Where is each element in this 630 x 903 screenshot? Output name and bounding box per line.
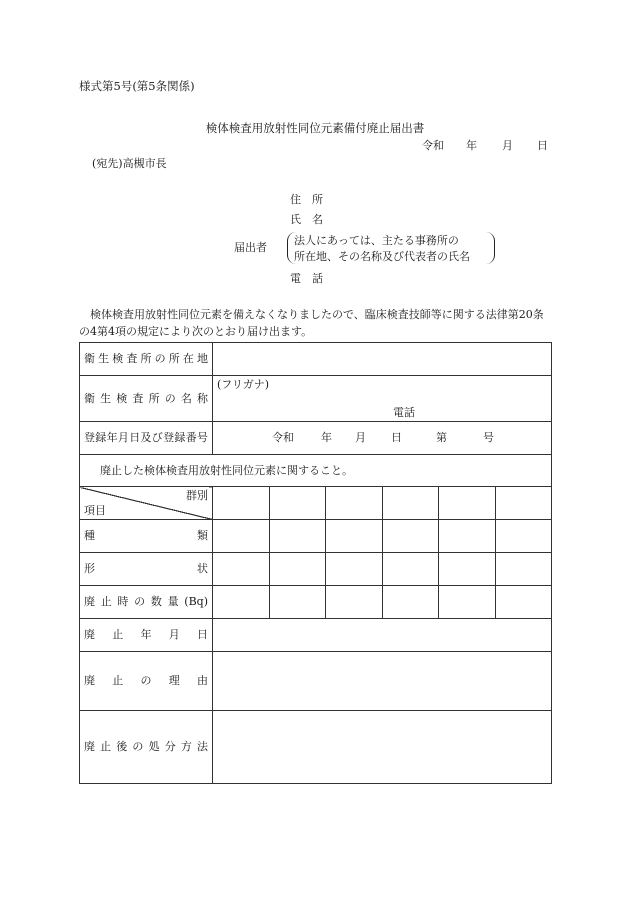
- form-cell[interactable]: [383, 553, 439, 586]
- form-cell[interactable]: [326, 553, 383, 586]
- row-registration: [80, 422, 552, 455]
- row-group-header: [80, 487, 552, 520]
- reason-label: 廃止の理由: [80, 652, 213, 711]
- registration-field[interactable]: [213, 422, 552, 455]
- group-cell[interactable]: [439, 487, 496, 520]
- form-cell[interactable]: [213, 553, 270, 586]
- date-era: 令和: [422, 139, 444, 152]
- disposal-field[interactable]: [213, 711, 552, 784]
- form-number: 様式第5号(第5条関係): [79, 79, 195, 93]
- group-cell[interactable]: [213, 487, 270, 520]
- abolition-date-label: 廃止年月日: [80, 619, 213, 652]
- corporate-note-line2: 所在地、その名称及び代表者の氏名: [294, 250, 470, 263]
- document-title: 検体検査用放射性同位元素備付廃止届出書: [205, 121, 425, 135]
- group-cell[interactable]: [383, 487, 439, 520]
- reason-field[interactable]: [213, 652, 552, 711]
- type-cell[interactable]: [383, 520, 439, 553]
- row-section-header: [80, 455, 552, 487]
- furigana-label: (フリガナ): [217, 378, 270, 391]
- lab-location-field[interactable]: [213, 343, 552, 376]
- group-cell[interactable]: [326, 487, 383, 520]
- diag-item-label: 項目: [84, 503, 106, 517]
- quantity-cell[interactable]: [326, 586, 383, 619]
- type-cell[interactable]: [496, 520, 552, 553]
- row-disposal: [80, 711, 552, 784]
- intro-paragraph: 検体検査用放射性同位元素を備えなくなりましたので、臨床検査技師等に関する法律第20条の4第4項の規定により次のとおり届け出ます。: [79, 308, 544, 339]
- lab-name-label: 衛生検査所の名称: [80, 376, 213, 422]
- form-cell[interactable]: [496, 553, 552, 586]
- type-cell[interactable]: [326, 520, 383, 553]
- date-year: 年: [466, 139, 477, 152]
- row-quantity: [80, 586, 552, 619]
- date-day: 日: [537, 139, 548, 152]
- lab-location-label: 衛生検査所の所在地: [80, 343, 213, 376]
- quantity-cell[interactable]: [383, 586, 439, 619]
- form-cell[interactable]: [439, 553, 496, 586]
- type-cell[interactable]: [213, 520, 270, 553]
- quantity-cell[interactable]: [213, 586, 270, 619]
- type-cell[interactable]: [439, 520, 496, 553]
- notifier-label: 届出者: [234, 241, 267, 254]
- registration-label: 登録年月日及び登録番号: [80, 422, 213, 455]
- type-label: 種類: [80, 520, 213, 553]
- reg-month: 月: [355, 431, 366, 444]
- reg-day: 日: [391, 431, 402, 444]
- quantity-cell[interactable]: [439, 586, 496, 619]
- section-header: 廃止した検体検査用放射性同位元素に関すること。: [80, 455, 552, 487]
- row-lab-location: [80, 343, 552, 376]
- row-abolition-date: [80, 619, 552, 652]
- reg-number-suffix: 号: [483, 431, 494, 444]
- form-label: 形状: [80, 553, 213, 586]
- address-label: 住 所: [290, 193, 323, 206]
- row-form: [80, 553, 552, 586]
- row-lab-name: [80, 376, 552, 422]
- disposal-label: 廃止後の処分方法: [80, 711, 213, 784]
- group-cell[interactable]: [270, 487, 326, 520]
- addressee: (宛先)高槻市長: [92, 157, 167, 170]
- name-label: 氏 名: [290, 213, 323, 226]
- quantity-label: 廃止時の数量(Bq): [80, 586, 213, 619]
- reg-era: 令和: [272, 431, 294, 444]
- phone-label: 電 話: [290, 272, 323, 285]
- form-cell[interactable]: [270, 553, 326, 586]
- abolition-date-field[interactable]: [213, 619, 552, 652]
- reg-number-prefix: 第: [436, 431, 447, 444]
- reg-year: 年: [321, 431, 332, 444]
- notification-table: [79, 342, 552, 784]
- diagonal-header-cell: [80, 487, 213, 520]
- date-month: 月: [502, 139, 513, 152]
- corporate-note-line1: 法人にあっては、主たる事務所の: [294, 234, 459, 247]
- quantity-cell[interactable]: [496, 586, 552, 619]
- row-type: [80, 520, 552, 553]
- group-cell[interactable]: [496, 487, 552, 520]
- diag-group-label: 群別: [186, 489, 208, 502]
- row-reason: [80, 652, 552, 711]
- quantity-cell[interactable]: [270, 586, 326, 619]
- type-cell[interactable]: [270, 520, 326, 553]
- lab-phone-label: 電話: [393, 405, 415, 419]
- lab-name-field[interactable]: [213, 376, 552, 422]
